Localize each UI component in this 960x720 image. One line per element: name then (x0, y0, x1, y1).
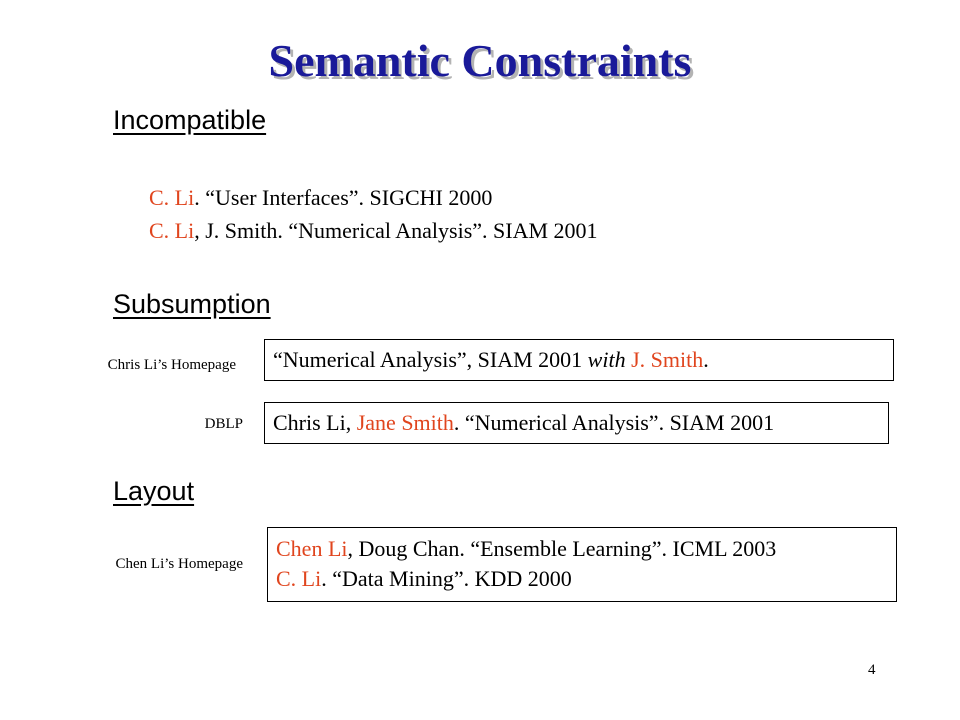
layout-author-1: Chen Li (276, 536, 348, 561)
layout-rest-2: . “Data Mining”. KDD 2000 (321, 566, 572, 591)
dblp-rest: . “Numerical Analysis”. SIAM 2001 (453, 410, 775, 435)
homepage-end: . (703, 347, 709, 372)
layout-line-2 (276, 564, 888, 594)
section-subsumption: Subsumption (113, 289, 271, 319)
layout-line-1 (276, 534, 888, 564)
slide-title: Semantic Constraints (268, 35, 692, 86)
homepage-citation: “Numerical Analysis”, SIAM 2001 (273, 347, 588, 372)
layout-rest-1: , Doug Chan. “Ensemble Learning”. ICML 2003 (347, 536, 777, 561)
section-layout: Layout (113, 476, 195, 506)
chris-homepage-label: Chris Li’s Homepage (107, 357, 236, 373)
cite-rest: , J. Smith. “Numerical Analysis”. SIAM 2001 (194, 218, 598, 243)
incompatible-cite-2 (149, 216, 598, 246)
cite-author: C. Li (149, 185, 195, 210)
dblp-label: DBLP (204, 416, 243, 432)
layout-author-2: C. Li (276, 566, 322, 591)
dblp-author-2: Jane Smith (356, 410, 454, 435)
incompatible-cite-1 (149, 183, 492, 213)
dblp-author-1: Chris Li, (273, 410, 357, 435)
cite-author: C. Li (149, 218, 195, 243)
chris-homepage-box (264, 339, 894, 381)
dblp-box (264, 402, 889, 444)
page-number: 4 (868, 662, 876, 678)
with-word: with (587, 347, 626, 372)
section-incompatible: Incompatible (113, 105, 267, 135)
homepage-coauthor: J. Smith (631, 347, 704, 372)
chen-homepage-label: Chen Li’s Homepage (115, 556, 243, 572)
cite-rest: . “User Interfaces”. SIGCHI 2000 (194, 185, 493, 210)
chen-homepage-box (267, 527, 897, 602)
